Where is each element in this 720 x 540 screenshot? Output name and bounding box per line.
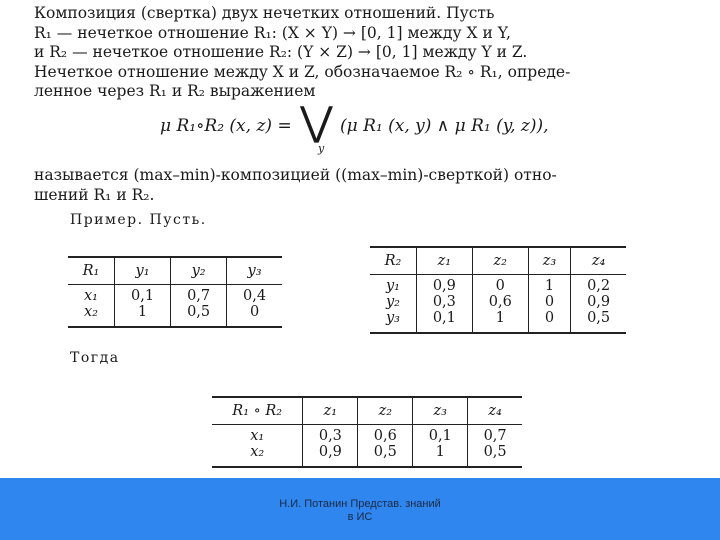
table-cell: 0,3 [432,294,456,310]
table-column [528,275,571,334]
table-column [303,425,358,468]
table-column [571,275,626,334]
paragraph-line: и R₂ — нечеткое отношение R₂: (Y × Z) → [0, 1] между Y и Z. [34,43,528,61]
row-label: y₁ [385,278,400,294]
column-header: z₄ [468,397,522,425]
column-header: z₂ [472,247,528,275]
conclusion-paragraph [34,166,694,205]
column-header: y₃ [227,257,282,285]
row-labels [68,285,115,328]
table-cell: 0,9 [432,278,456,294]
table-corner: R₂ [370,247,416,275]
table-cell: 0,5 [187,304,211,320]
footer-caption [0,498,720,524]
paragraph-line: Композиция (свертка) двух нечетких отношений. Пусть [34,4,495,22]
relation-table-r1 [68,256,282,328]
row-label: x₂ [250,444,265,460]
formula-lhs: μ R₁∘R₂ (x, z) = [160,116,292,136]
row-label: x₁ [84,288,98,304]
column-header: z₃ [528,247,571,275]
table-corner: R₁ ∘ R₂ [212,397,303,425]
table-cell: 0,1 [131,288,155,304]
table-column [358,425,413,468]
row-label: y₃ [385,310,400,326]
table-column [115,285,171,328]
paragraph-line: шений R₁ и R₂. [34,185,155,204]
footer-line: в ИС [347,511,373,523]
table-cell: 0 [495,278,505,294]
formula-max-operator: ⋁ [300,99,333,145]
table-cell: 0 [544,310,555,326]
paragraph-line: называется (max–min)-композицией ((max–min)-сверткой) отно- [34,166,557,184]
table-cell: 0,3 [318,428,342,444]
table-corner: R₁ [68,257,115,285]
column-header: z₁ [416,247,472,275]
paragraph-line: R₁ — нечеткое отношение R₁: (X × Y) → [0, 1] между X и Y, [34,23,511,42]
table-cell: 0,1 [428,428,452,444]
definition-paragraph [34,4,694,102]
row-labels [370,275,416,334]
table-cell: 1 [495,310,505,326]
composition-table [212,396,522,468]
table-cell: 0,4 [243,288,267,304]
table-cell: 0,7 [483,428,507,444]
row-labels [212,425,303,468]
table-cell: 0 [249,304,260,320]
table-cell: 0,5 [587,310,611,326]
relation-table-r2 [370,246,626,334]
table-cell: 0,5 [373,444,397,460]
table-column [468,425,522,468]
column-header: z₁ [303,397,358,425]
column-header: z₂ [358,397,413,425]
column-header: z₃ [413,397,468,425]
example-label: Пример. Пусть. [70,212,207,228]
row-label: x₂ [84,304,98,320]
table-cell: 0 [544,294,555,310]
table-cell: 0,6 [373,428,397,444]
table-column [413,425,468,468]
table-column [171,285,227,328]
table-cell: 0,6 [488,294,512,310]
table-cell: 1 [544,278,555,294]
table-cell: 0,9 [587,294,611,310]
formula-rhs: (μ R₁ (x, y) ∧ μ R₁ (y, z)), [340,116,549,136]
column-header: y₁ [115,257,171,285]
row-label: y₂ [385,294,400,310]
row-label: x₁ [250,428,265,444]
table-cell: 0,1 [432,310,456,326]
table-column [227,285,282,328]
column-header: z₄ [571,247,626,275]
table-column [416,275,472,334]
table-cell: 0,9 [318,444,342,460]
table-cell: 0,2 [587,278,611,294]
table-cell: 1 [137,304,148,320]
then-label: Тогда [70,350,120,366]
table-cell: 0,5 [483,444,507,460]
paragraph-line: Нечеткое отношение между X и Z, обозначаемое R₂ ∘ R₁, опреде- [34,62,571,81]
table-cell: 1 [435,444,445,460]
formula-operator-subscript: y [318,142,325,155]
composition-formula [160,99,600,156]
paragraph-line: ленное через R₁ и R₂ выражением [34,82,316,100]
footer-line: Н.И. Потанин Представ. знаний [279,498,441,510]
column-header: y₂ [171,257,227,285]
table-column [472,275,528,334]
table-cell: 0,7 [187,288,211,304]
